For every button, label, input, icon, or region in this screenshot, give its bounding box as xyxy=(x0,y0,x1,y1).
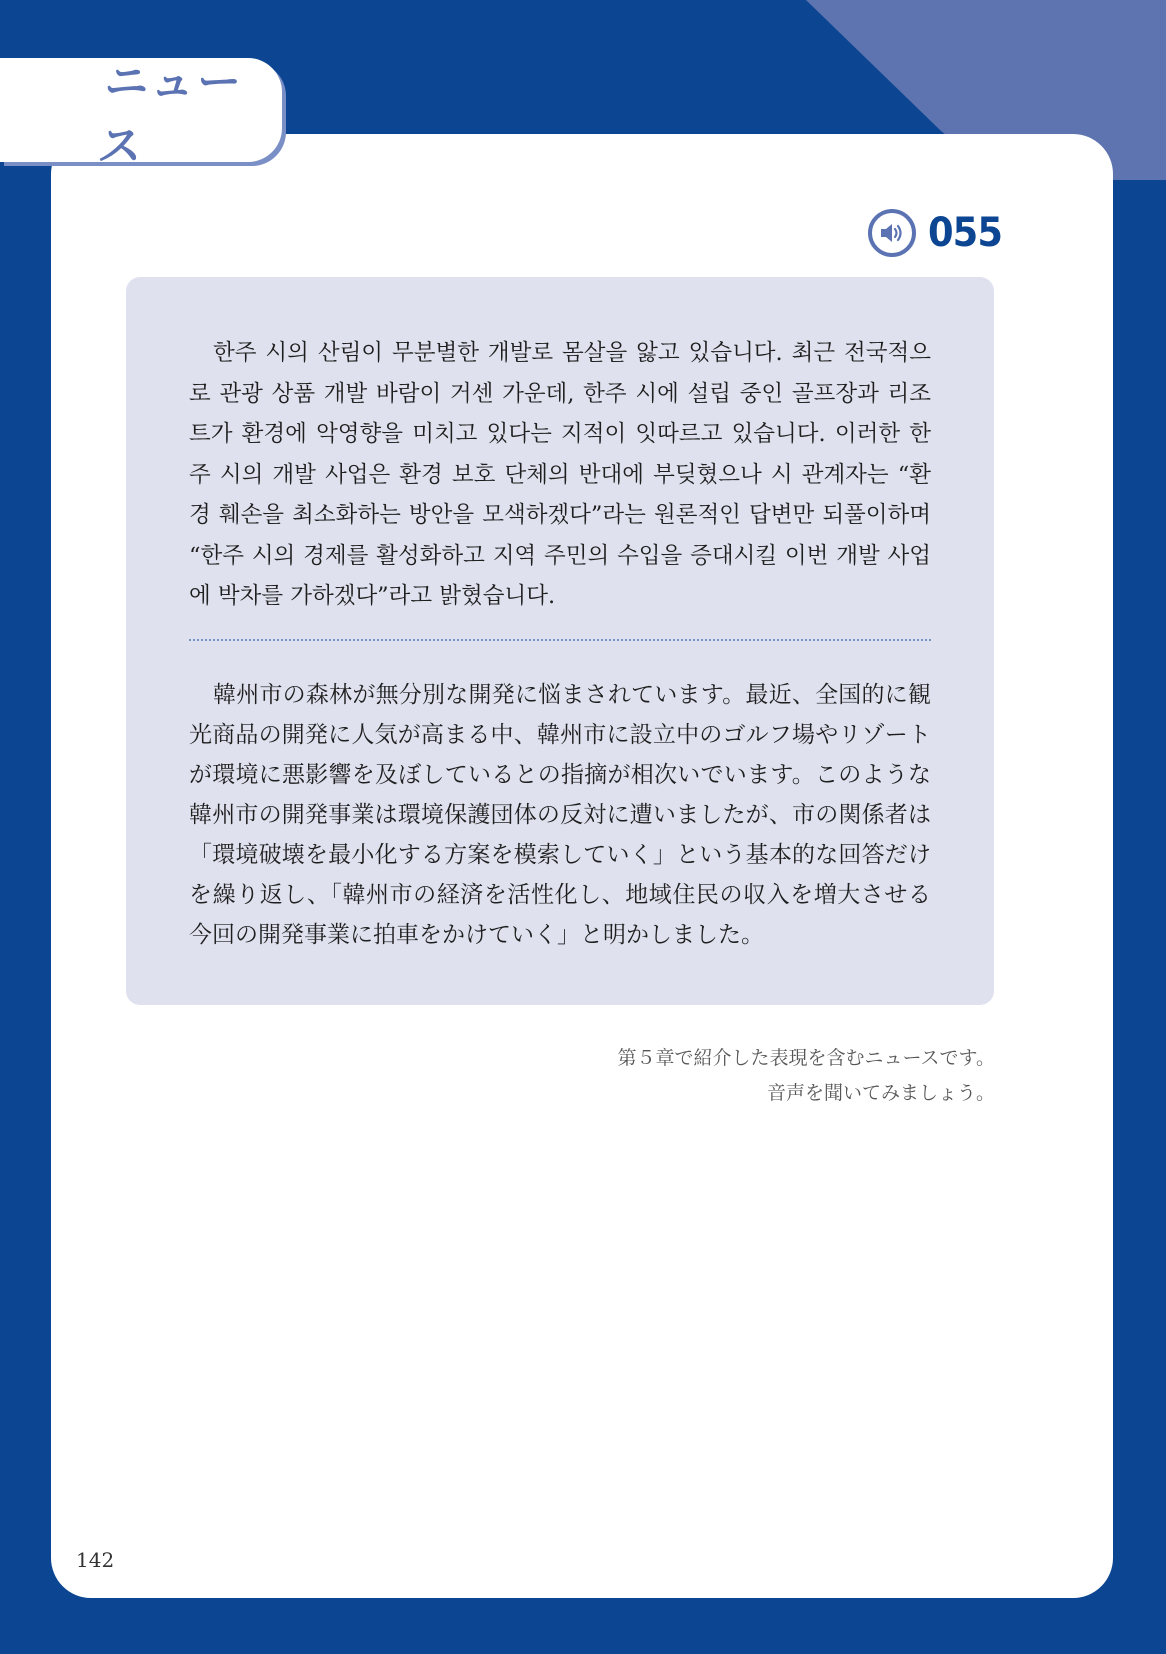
caption-line-2: 音声を聞いてみましょう。 xyxy=(766,1082,995,1104)
dotted-divider xyxy=(189,639,931,641)
track-number: 055 xyxy=(928,210,1003,256)
section-title: ニュース xyxy=(95,57,246,172)
speaker-icon[interactable] xyxy=(868,209,916,257)
page-number: 142 xyxy=(76,1548,115,1572)
section-tab xyxy=(0,57,282,172)
japanese-news-text: 韓州市の森林が無分別な開発に悩まされています。最近、全国的に観光商品の開発に人気が高まる中、韓州市に設立中のゴルフ場やリゾートが環境に悪影響を及ぼしているとの指摘が相次いでいます。このような韓州市の開発事業は環境保護団体の反対に遭いましたが、市の関係者は「環境破壊を最小化する方案を模索していく」という基本的な回答だけを繰り返し、「韓州市の経済を活性化し、地域住民の収入を増大させる今回の開発事業に拍車をかけていく」と明かしました。 xyxy=(189,682,931,948)
audio-track[interactable] xyxy=(868,206,1009,260)
caption-line-1: 第５章で紹介した表現を含むニュースです。 xyxy=(617,1047,995,1069)
korean-news-text: 한주 시의 산림이 무분별한 개발로 몸살을 앓고 있습니다. 최근 전국적으로 관광 상품 개발 바람이 거센 가운데, 한주 시에 설립 중인 골프장과 리조트가 환경에 악영향을 미치고 있다는 지적이 잇따르고 있습니다. 이러한 한주 시의 개발 사업은 환경 보호 단체의 반대에 부딪혔으나 시 관계자는 “환경 훼손을 최소화하는 방안을 모색하겠다”라는 원론적인 답변만 되풀이하며 “한주 시의 경제를 활성화하고 지역 주민의 수입을 증대시킬 이번 개발 사업에 박차를 가하겠다”라고 밝혔습니다. xyxy=(189,340,931,609)
news-text-box xyxy=(126,277,994,1005)
caption xyxy=(617,1041,995,1111)
